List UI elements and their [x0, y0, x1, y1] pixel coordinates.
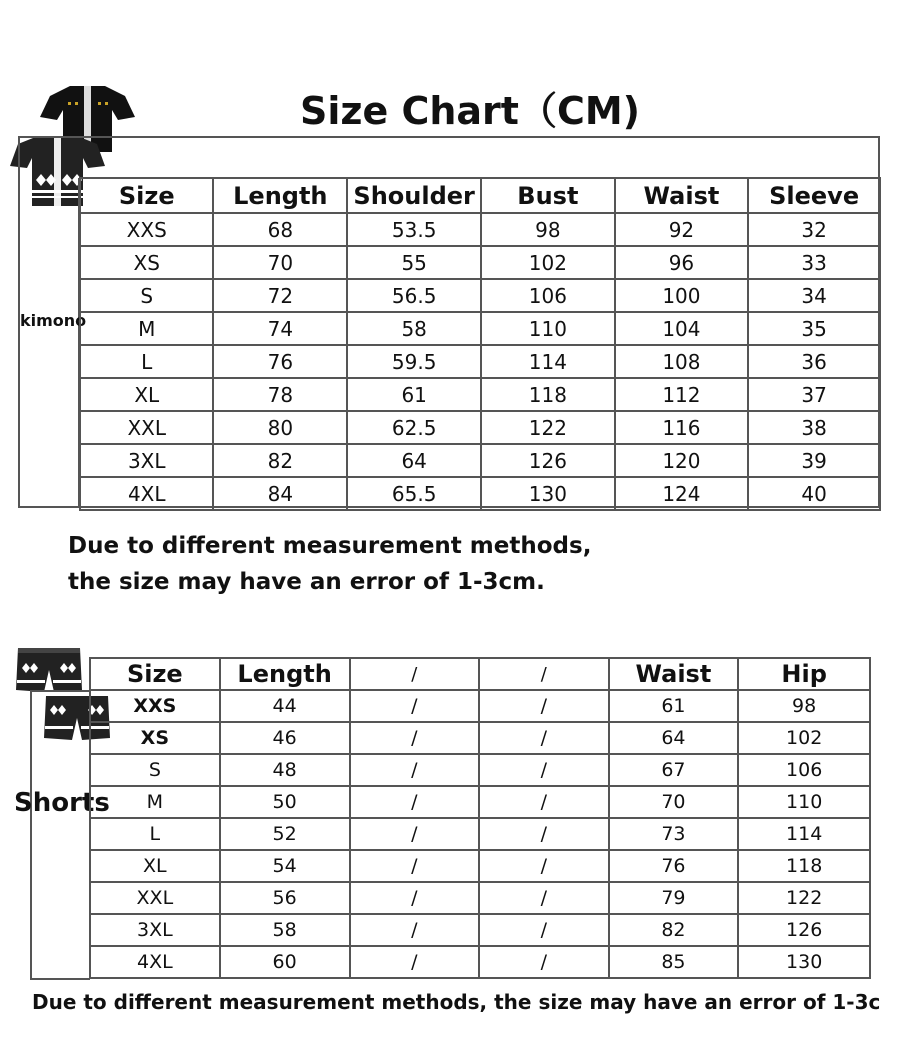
table-cell: / — [350, 850, 479, 882]
table-cell: / — [350, 882, 479, 914]
table-row — [80, 345, 880, 378]
table-cell: XS — [90, 722, 220, 754]
table-row — [90, 946, 870, 978]
table-cell: 82 — [609, 914, 739, 946]
table-cell: 32 — [748, 213, 880, 246]
column-header: Shoulder — [347, 178, 481, 213]
table-cell: 37 — [748, 378, 880, 411]
table-cell: 118 — [738, 850, 870, 882]
table-cell: 58 — [220, 914, 350, 946]
table-cell: 50 — [220, 786, 350, 818]
table-cell: 74 — [213, 312, 347, 345]
column-header: Bust — [481, 178, 615, 213]
table-cell: / — [479, 754, 608, 786]
table-cell: / — [479, 818, 608, 850]
table-cell: 78 — [213, 378, 347, 411]
table-cell: 68 — [213, 213, 347, 246]
table-cell: 112 — [615, 378, 749, 411]
table-cell: 72 — [213, 279, 347, 312]
table-cell: 76 — [213, 345, 347, 378]
table-cell: / — [479, 882, 608, 914]
shorts-size-table — [89, 657, 871, 979]
table-cell: / — [479, 722, 608, 754]
table-cell: 46 — [220, 722, 350, 754]
table-cell: S — [80, 279, 213, 312]
column-header: Length — [220, 658, 350, 690]
table-cell: L — [90, 818, 220, 850]
table-cell: 82 — [213, 444, 347, 477]
table-cell: 73 — [609, 818, 739, 850]
table-cell: 98 — [738, 690, 870, 722]
shorts-front-image — [14, 646, 84, 694]
table-row — [80, 477, 880, 510]
table-cell: 70 — [609, 786, 739, 818]
table-cell: / — [350, 914, 479, 946]
table-cell: 58 — [347, 312, 481, 345]
table-cell: 64 — [609, 722, 739, 754]
table-cell: / — [479, 850, 608, 882]
table-cell: / — [350, 818, 479, 850]
shorts-label: Shorts — [14, 788, 110, 818]
table-cell: XXL — [90, 882, 220, 914]
table-cell: / — [350, 754, 479, 786]
table-cell: / — [350, 946, 479, 978]
table-cell: 54 — [220, 850, 350, 882]
note-line: Due to different measurement methods, — [68, 533, 592, 559]
kimono-label: kimono — [20, 311, 87, 330]
table-cell: / — [479, 946, 608, 978]
table-cell: 33 — [748, 246, 880, 279]
kimono-label-column — [18, 178, 80, 508]
table-cell: / — [350, 722, 479, 754]
note-line: the size may have an error of 1-3cm. — [68, 569, 545, 595]
column-header: Waist — [615, 178, 749, 213]
table-cell: 56 — [220, 882, 350, 914]
table-cell: / — [479, 786, 608, 818]
table-cell: S — [90, 754, 220, 786]
table-cell: 114 — [481, 345, 615, 378]
table-cell: 98 — [481, 213, 615, 246]
table-row — [90, 690, 870, 722]
table-cell: 76 — [609, 850, 739, 882]
table-cell: 36 — [748, 345, 880, 378]
table-row — [80, 312, 880, 345]
table-cell: XXS — [90, 690, 220, 722]
table-row — [80, 378, 880, 411]
column-header: Hip — [738, 658, 870, 690]
table-cell: 106 — [481, 279, 615, 312]
table-cell: 59.5 — [347, 345, 481, 378]
table-cell: 3XL — [90, 914, 220, 946]
table-cell: 120 — [615, 444, 749, 477]
table-cell: 34 — [748, 279, 880, 312]
table-cell: 3XL — [80, 444, 213, 477]
table-row — [80, 246, 880, 279]
table-row — [90, 754, 870, 786]
table-cell: / — [350, 690, 479, 722]
table-row — [90, 722, 870, 754]
table-cell: 55 — [347, 246, 481, 279]
table-cell: 106 — [738, 754, 870, 786]
table-row — [80, 411, 880, 444]
table-cell: 60 — [220, 946, 350, 978]
table-cell: 79 — [609, 882, 739, 914]
table-cell: 126 — [738, 914, 870, 946]
table-cell: 124 — [615, 477, 749, 510]
table-cell: / — [350, 786, 479, 818]
table-cell: 62.5 — [347, 411, 481, 444]
shorts-measurement-note: Due to different measurement methods, the size may have an error of 1-3c — [32, 990, 881, 1014]
page-title: Size Chart（CM) — [299, 89, 641, 133]
table-row — [90, 818, 870, 850]
table-cell: 64 — [347, 444, 481, 477]
table-header-row — [80, 178, 880, 213]
table-cell: M — [90, 786, 220, 818]
table-cell: 122 — [738, 882, 870, 914]
table-cell: / — [479, 914, 608, 946]
table-cell: 114 — [738, 818, 870, 850]
table-row — [90, 882, 870, 914]
table-cell: 39 — [748, 444, 880, 477]
table-cell: 85 — [609, 946, 739, 978]
table-cell: 100 — [615, 279, 749, 312]
table-cell: 35 — [748, 312, 880, 345]
table-row — [90, 850, 870, 882]
column-header: Waist — [609, 658, 739, 690]
column-header: / — [350, 658, 479, 690]
kimono-measurement-note — [68, 528, 591, 600]
table-cell: 40 — [748, 477, 880, 510]
table-cell: XL — [90, 850, 220, 882]
table-cell: 53.5 — [347, 213, 481, 246]
table-cell: 118 — [481, 378, 615, 411]
table-row — [80, 213, 880, 246]
kimono-size-table — [79, 177, 881, 511]
table-cell: 4XL — [80, 477, 213, 510]
table-cell: 70 — [213, 246, 347, 279]
table-cell: XL — [80, 378, 213, 411]
table-cell: 48 — [220, 754, 350, 786]
table-cell: XS — [80, 246, 213, 279]
table-header-row — [90, 658, 870, 690]
table-cell: 92 — [615, 213, 749, 246]
table-cell: 84 — [213, 477, 347, 510]
table-cell: 102 — [481, 246, 615, 279]
table-cell: 104 — [615, 312, 749, 345]
table-cell: 56.5 — [347, 279, 481, 312]
table-cell: 130 — [738, 946, 870, 978]
column-header: Sleeve — [748, 178, 880, 213]
shorts-label-column — [30, 690, 90, 980]
table-cell: / — [479, 690, 608, 722]
column-header: / — [479, 658, 608, 690]
table-cell: 67 — [609, 754, 739, 786]
table-cell: 130 — [481, 477, 615, 510]
table-cell: 108 — [615, 345, 749, 378]
column-header: Size — [90, 658, 220, 690]
table-row — [80, 279, 880, 312]
column-header: Size — [80, 178, 213, 213]
table-cell: 96 — [615, 246, 749, 279]
table-cell: L — [80, 345, 213, 378]
table-row — [90, 914, 870, 946]
table-cell: 61 — [347, 378, 481, 411]
table-cell: M — [80, 312, 213, 345]
table-cell: 65.5 — [347, 477, 481, 510]
table-cell: 110 — [481, 312, 615, 345]
table-cell: XXL — [80, 411, 213, 444]
table-cell: 44 — [220, 690, 350, 722]
table-cell: 126 — [481, 444, 615, 477]
column-header: Length — [213, 178, 347, 213]
table-cell: 80 — [213, 411, 347, 444]
table-row — [80, 444, 880, 477]
table-cell: 38 — [748, 411, 880, 444]
table-cell: 102 — [738, 722, 870, 754]
table-cell: 122 — [481, 411, 615, 444]
table-cell: 52 — [220, 818, 350, 850]
table-cell: 110 — [738, 786, 870, 818]
table-cell: 116 — [615, 411, 749, 444]
table-row — [90, 786, 870, 818]
table-cell: 4XL — [90, 946, 220, 978]
table-cell: 61 — [609, 690, 739, 722]
table-cell: XXS — [80, 213, 213, 246]
